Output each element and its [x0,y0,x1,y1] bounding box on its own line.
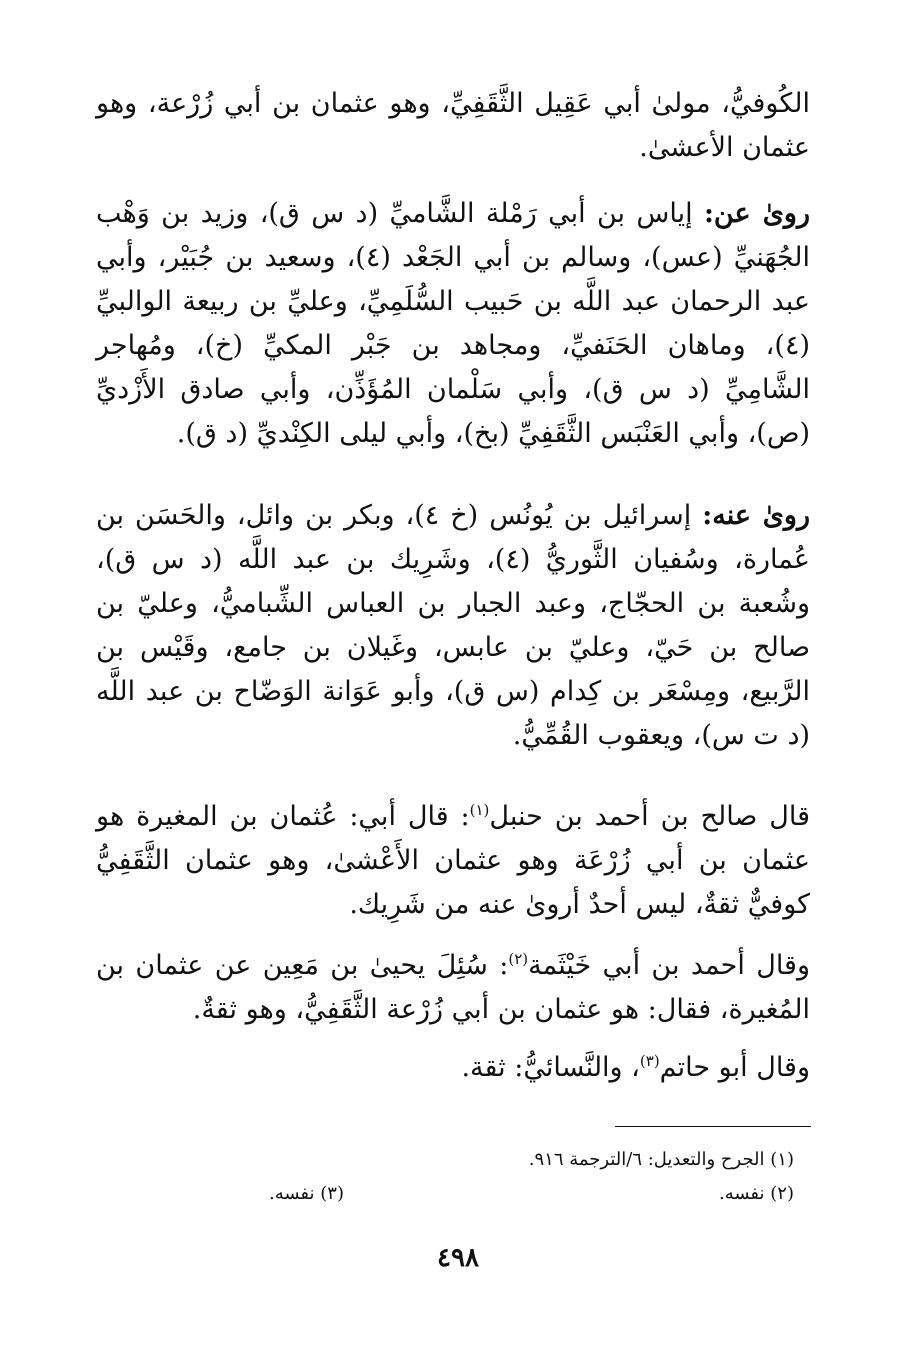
paragraph-quote-abu-hatim [96,1046,810,1090]
footnote-divider [615,1126,811,1127]
footnote-2: (٢) نفسه. [719,1183,794,1204]
paragraph-quote-khaythama [96,944,810,1032]
paragraph-text: إسرائيل بن يُونُس (خ ٤)، وبكر بن وائل، والحَسَن بن عُمارة، وسُفيان الثَّوريُّ (٤)، وشَرِيك بن عبد اللَّه (د س ق)، وشُعبة بن الحجّاج، وعبد الجبار بن العباس الشِّباميُّ، وعليّ بن صالح بن حَيّ، وعليّ بن عابس، وغَيلان بن جامع، وقَيْس بن الرَّبيع، ومِسْعَر بن كِدام (س ق)، وأبو عَوَانة الوَضّاح بن عبد اللَّه (د ت س)، ويعقوب القُمِّيُّ. [96,500,810,751]
paragraph-text: وقال أحمد بن أبي خَيْثَمة [528,950,810,981]
footnote-ref[interactable]: (١) [469,801,490,819]
paragraph-text: الكُوفيُّ، مولىٰ أبي عَقِيل الثَّقَفِيِّ، وهو عثمان بن أبي زُرْعة، وهو عثمان الأعشىٰ. [96,88,810,163]
paragraph-text-cont: ، والنَّسائيُّ: ثقة. [461,1052,640,1083]
paragraph-quote-salih [96,795,810,927]
paragraph-text-cont: : قال أبي: عُثمان بن المغيرة هو عثمان بن أبي زُرْعَة وهو عثمان الأَعْشىٰ، وهو عثمان الثَّقَفِيُّ كوفيٌّ ثقةٌ، ليس أحدٌ أروىٰ عنه من شَرِيك. [96,801,810,920]
footnote-ref[interactable]: (٣) [639,1052,660,1070]
section-label: روىٰ عن: [703,198,810,229]
paragraph-text: قال صالح بن أحمد بن حنبل [489,801,810,832]
paragraph-text-cont: : سُئِلَ يحيىٰ بن مَعِين عن عثمان بن المُغيرة، فقال: هو عثمان بن أبي زُرْعة الثَّقَفِيُّ، وهو ثقةٌ. [96,950,810,1025]
paragraph-intro [96,82,810,170]
footnote-3: (٣) نفسه. [269,1183,344,1204]
footnote-ref[interactable]: (٢) [508,950,529,968]
footnote-1: (١) الجرح والتعديل: ٦/الترجمة ٩١٦. [528,1149,794,1170]
paragraph-narrated-by [96,494,810,758]
paragraph-text: وقال أبو حاتم [659,1052,810,1083]
page-number: ٤٩٨ [437,1243,479,1273]
paragraph-narrated-from [96,192,810,456]
section-label: روىٰ عنه: [702,500,810,531]
paragraph-text: إياس بن أبي رَمْلة الشَّاميِّ (د س ق)، وزيد بن وَهْب الجُهَنيِّ (عس)، وسالم بن أبي الجَعْد (٤)، وسعيد بن جُبَيْر، وأبي عبد الرحمان عبد اللَّه بن حَبيب السُّلَمِيِّ، وعليِّ بن ربيعة الوالبيِّ (٤)، وماهان الحَنَفيِّ، ومجاهد بن جَبْر المكيِّ (خ)، ومُهاجر الشَّامِيِّ (د س ق)، وأبي سَلْمان المُؤَذِّن، وأبي صادق الأَزْديِّ (ص)، وأبي العَنْبَس الثَّقَفِيِّ (بخ)، وأبي ليلى الكِنْديِّ (د ق). [96,198,810,449]
